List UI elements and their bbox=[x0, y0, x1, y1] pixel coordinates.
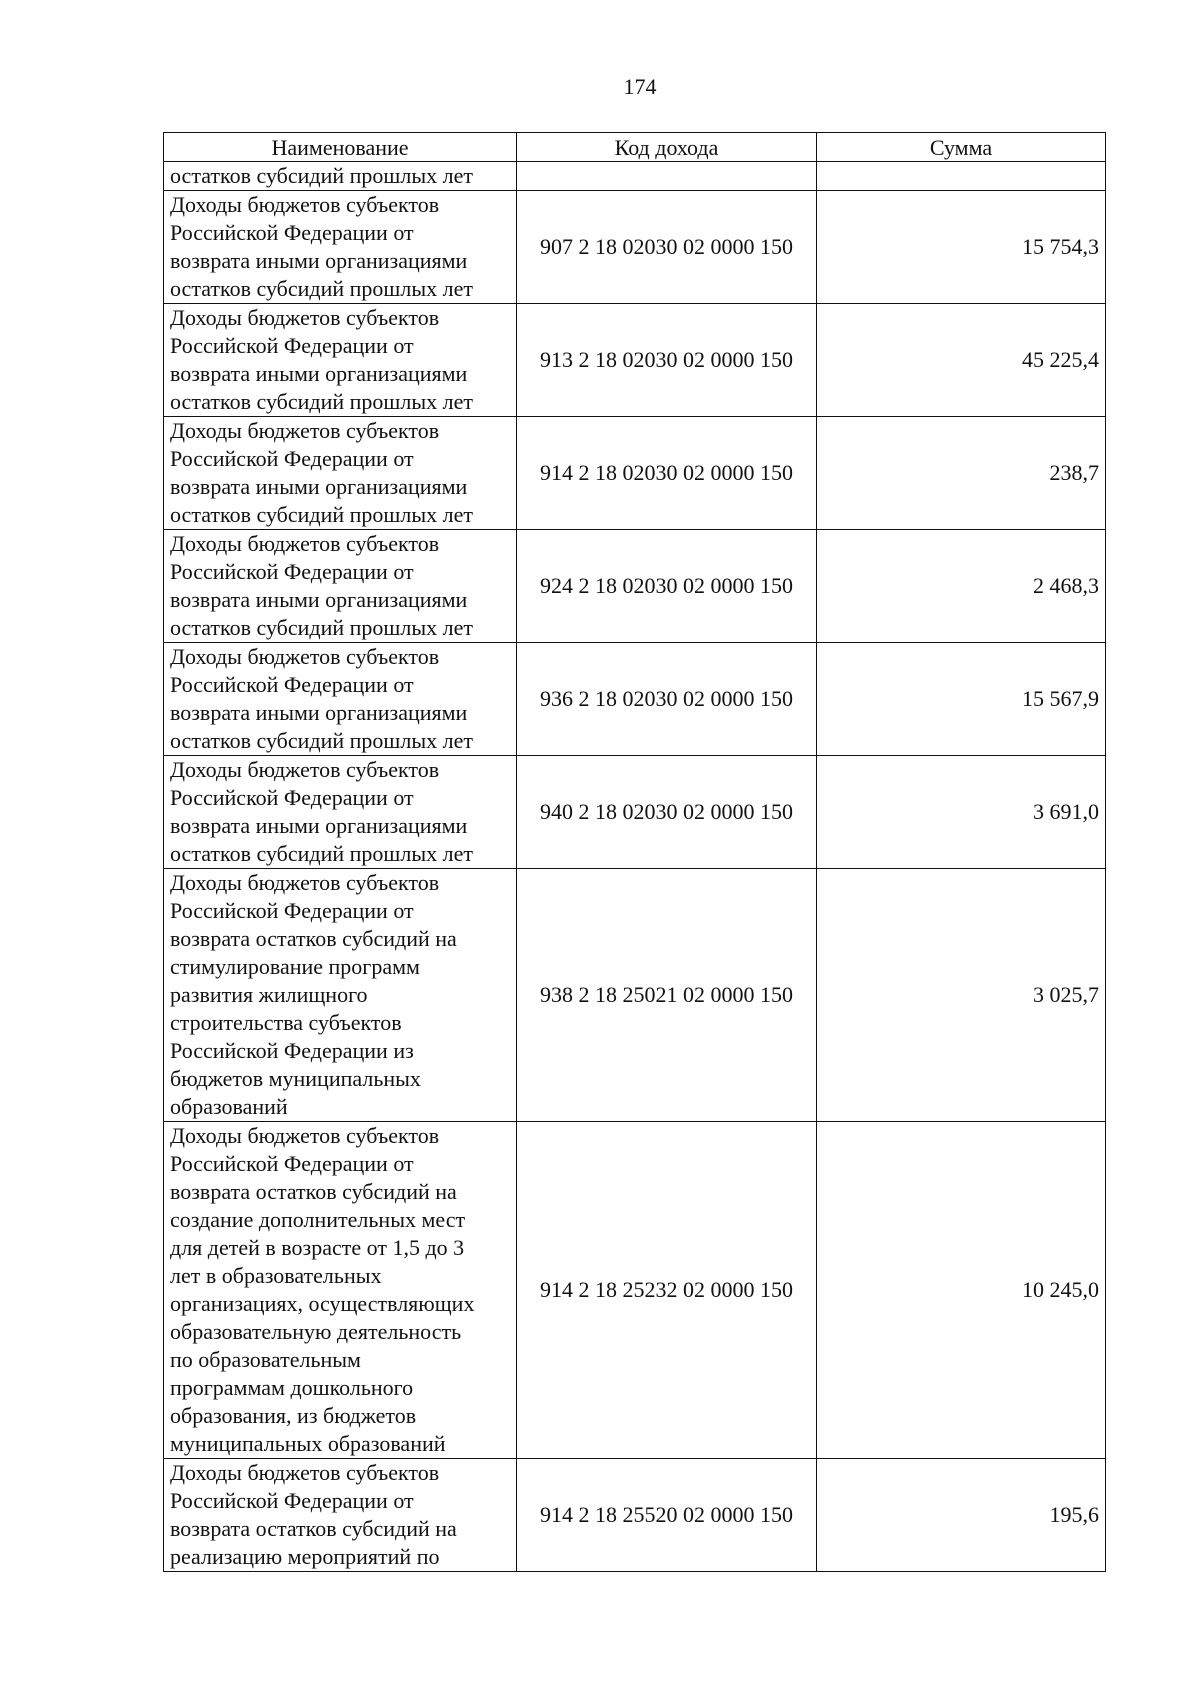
row-sum: 2 468,3 bbox=[817, 530, 1106, 643]
header-sum: Сумма bbox=[817, 133, 1106, 162]
table-row bbox=[164, 162, 1106, 191]
row-sum: 10 245,0 bbox=[817, 1122, 1106, 1459]
row-name: Доходы бюджетов субъектов Российской Федерации от возврата иными организациями остатков субсидий прошлых лет bbox=[164, 756, 517, 869]
row-code: 940 2 18 02030 02 0000 150 bbox=[517, 756, 817, 869]
row-sum: 3 691,0 bbox=[817, 756, 1106, 869]
row-name: остатков субсидий прошлых лет bbox=[164, 162, 517, 191]
page-number: 174 bbox=[623, 74, 657, 99]
row-name: Доходы бюджетов субъектов Российской Федерации от возврата иными организациями остатков субсидий прошлых лет bbox=[164, 643, 517, 756]
table-row bbox=[164, 1459, 1106, 1572]
table-row bbox=[164, 1122, 1106, 1459]
row-code: 907 2 18 02030 02 0000 150 bbox=[517, 191, 817, 304]
table-header-row bbox=[164, 133, 1106, 162]
table-row bbox=[164, 643, 1106, 756]
row-sum bbox=[817, 162, 1106, 191]
row-sum: 45 225,4 bbox=[817, 304, 1106, 417]
row-name: Доходы бюджетов субъектов Российской Федерации от возврата остатков субсидий на реализацию мероприятий по bbox=[164, 1459, 517, 1572]
row-name: Доходы бюджетов субъектов Российской Федерации от возврата остатков субсидий на создание дополнительных мест для детей в возрасте от 1,5 до 3 лет в образовательных организациях, осуществляющих образовательную деятельность по образовательным программам дошкольного образования, из бюджетов муниципальных образований bbox=[164, 1122, 517, 1459]
table-row bbox=[164, 304, 1106, 417]
row-name: Доходы бюджетов субъектов Российской Федерации от возврата иными организациями остатков субсидий прошлых лет bbox=[164, 530, 517, 643]
table-row bbox=[164, 417, 1106, 530]
header-code: Код дохода bbox=[517, 133, 817, 162]
row-code: 936 2 18 02030 02 0000 150 bbox=[517, 643, 817, 756]
table-row bbox=[164, 869, 1106, 1122]
row-name: Доходы бюджетов субъектов Российской Федерации от возврата иными организациями остатков субсидий прошлых лет bbox=[164, 191, 517, 304]
row-sum: 238,7 bbox=[817, 417, 1106, 530]
header-name: Наименование bbox=[164, 133, 517, 162]
revenue-table bbox=[163, 132, 1106, 1572]
row-code: 913 2 18 02030 02 0000 150 bbox=[517, 304, 817, 417]
row-code: 914 2 18 25520 02 0000 150 bbox=[517, 1459, 817, 1572]
row-code: 914 2 18 02030 02 0000 150 bbox=[517, 417, 817, 530]
table-row bbox=[164, 191, 1106, 304]
row-code bbox=[517, 162, 817, 191]
row-sum: 15 754,3 bbox=[817, 191, 1106, 304]
row-code: 914 2 18 25232 02 0000 150 bbox=[517, 1122, 817, 1459]
row-sum: 195,6 bbox=[817, 1459, 1106, 1572]
row-name: Доходы бюджетов субъектов Российской Федерации от возврата иными организациями остатков субсидий прошлых лет bbox=[164, 304, 517, 417]
row-code: 938 2 18 25021 02 0000 150 bbox=[517, 869, 817, 1122]
row-name: Доходы бюджетов субъектов Российской Федерации от возврата остатков субсидий на стимулирование программ развития жилищного строительства субъектов Российской Федерации из бюджетов муниципальных образований bbox=[164, 869, 517, 1122]
row-name: Доходы бюджетов субъектов Российской Федерации от возврата иными организациями остатков субсидий прошлых лет bbox=[164, 417, 517, 530]
row-sum: 3 025,7 bbox=[817, 869, 1106, 1122]
table-row bbox=[164, 756, 1106, 869]
row-sum: 15 567,9 bbox=[817, 643, 1106, 756]
row-code: 924 2 18 02030 02 0000 150 bbox=[517, 530, 817, 643]
table-row bbox=[164, 530, 1106, 643]
